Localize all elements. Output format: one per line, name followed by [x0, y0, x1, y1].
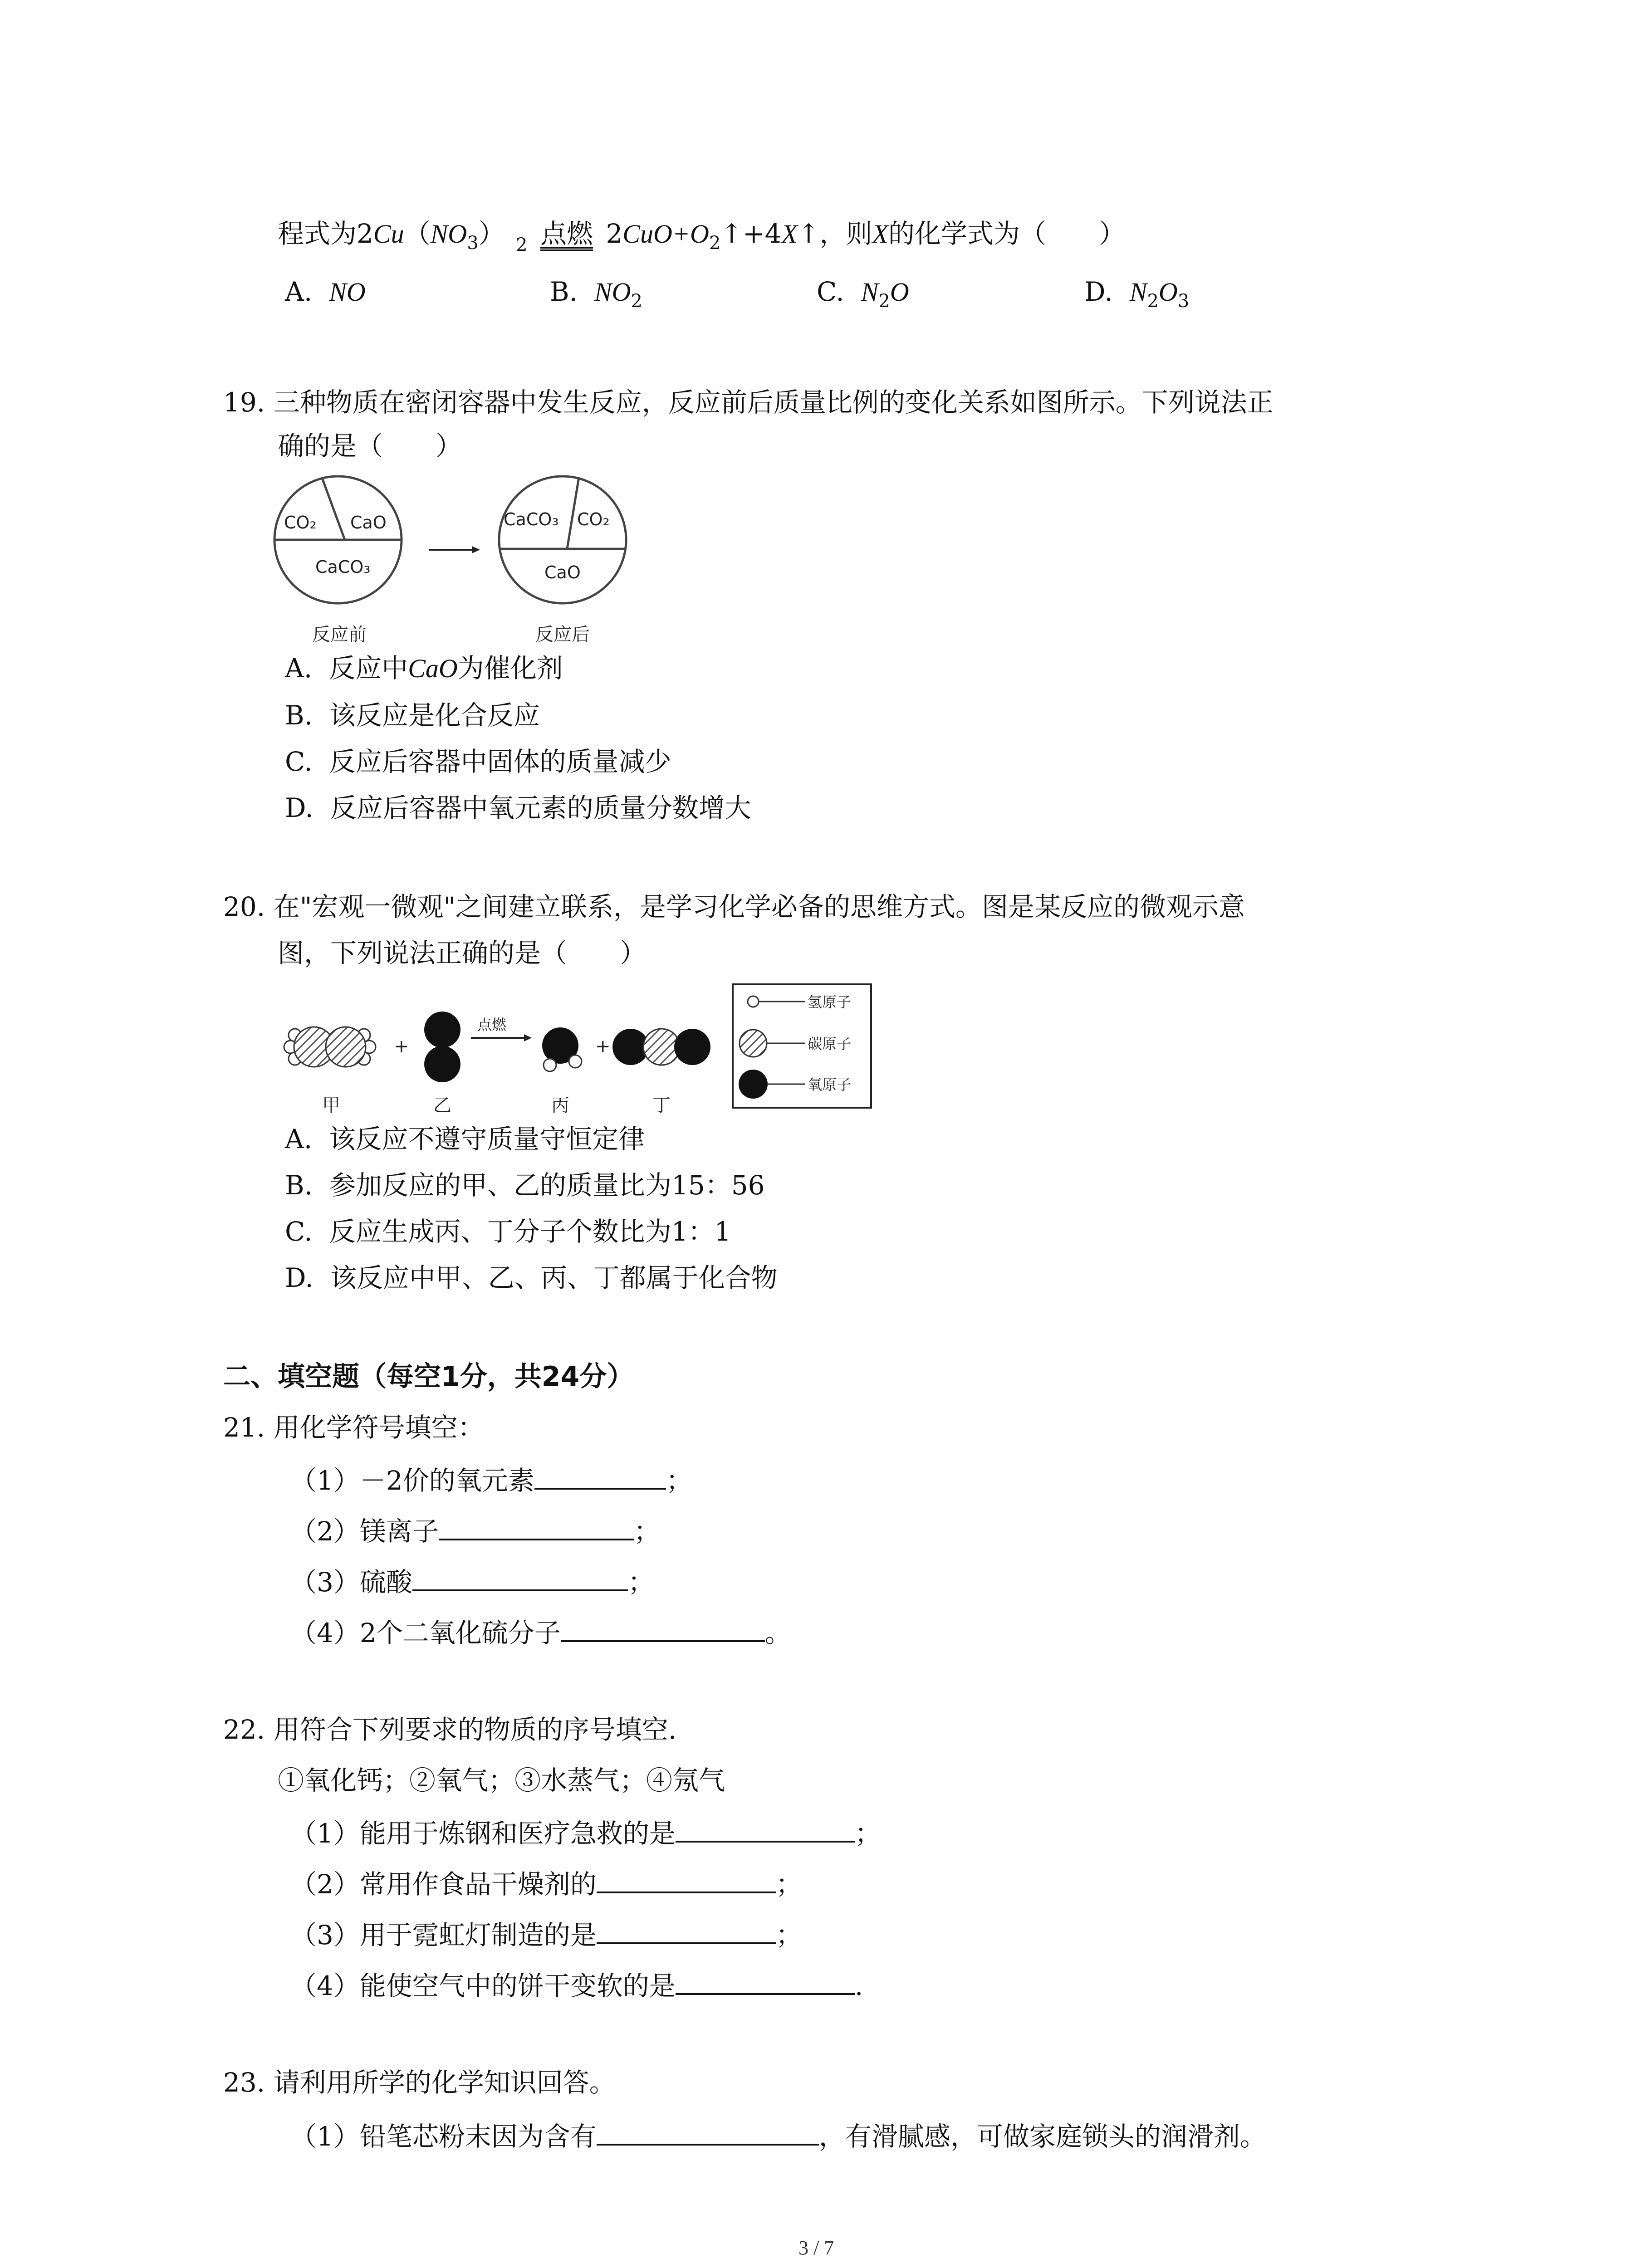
after-cao-label: CaO — [544, 562, 581, 582]
answer-blank[interactable] — [597, 1916, 776, 1944]
q21-item-1: （1）－2价的氧元素 ； — [290, 1461, 692, 1497]
q22-item-1: （1）能用于炼钢和医疗急救的是 ； — [290, 1814, 881, 1850]
answer-blank[interactable] — [412, 1563, 628, 1591]
molecule-jia — [284, 1027, 376, 1067]
q20-option-c[interactable]: C. 反应生成丙、丁分子个数比为1：1 — [285, 1216, 731, 1247]
page-number: 3 / 7 — [798, 2237, 834, 2259]
svg-text:+: + — [394, 1036, 409, 1057]
q22-item-4: （4）能使空气中的饼干变软的是 . — [290, 1967, 863, 2003]
molecule-bing — [542, 1027, 582, 1071]
q22-item-3: （3）用于霓虹灯制造的是 ； — [290, 1916, 802, 1952]
q20-molecule-diagram — [281, 984, 907, 1120]
before-caption: 反应前 — [312, 624, 367, 645]
answer-blank[interactable] — [561, 1614, 765, 1642]
section-heading: 二、填空题（每空1分，共24分） — [223, 1361, 634, 1393]
q19-option-d[interactable]: D. 反应后容器中氧元素的质量分数增大 — [285, 792, 751, 823]
atom-legend — [733, 984, 871, 1108]
label-yi: 乙 — [433, 1095, 451, 1116]
q20-stem-line2: 图，下列说法正确的是（ ） — [278, 938, 647, 968]
answer-blank[interactable] — [676, 1967, 855, 1995]
q18-option-c[interactable]: C. $N_2O$ — [817, 276, 909, 312]
svg-text:+: + — [595, 1036, 611, 1057]
q19-pie-diagram — [272, 472, 681, 644]
legend-hydrogen: 氢原子 — [808, 993, 852, 1011]
before-cao-label: CaO — [350, 513, 387, 533]
legend-carbon: 碳原子 — [808, 1035, 852, 1052]
q18-stem: 程式为$2Cu(NO_3)$ $_2$ 点燃 $2CuO+O_2↑+4X↑$，则X的化学式为（ ） — [278, 218, 1126, 255]
answer-blank[interactable] — [534, 1461, 666, 1490]
q18-option-d[interactable]: D. $N_2O_3$ — [1084, 276, 1190, 312]
answer-blank[interactable] — [676, 1814, 855, 1843]
q19-stem-line2: 确的是（ ） — [278, 430, 462, 461]
q20-option-b[interactable]: B. 参加反应的甲、乙的质量比为15：56 — [285, 1170, 765, 1201]
before-caco3-label: CaCO₃ — [315, 557, 371, 577]
q20-option-a[interactable]: A. 该反应不遵守质量守恒定律 — [285, 1124, 645, 1154]
q22-item-2: （2）常用作食品干燥剂的 ； — [290, 1865, 802, 1901]
after-co2-label: CO₂ — [577, 509, 610, 529]
q19-option-b[interactable]: B. 该反应是化合反应 — [285, 700, 540, 731]
q18-option-b[interactable]: B. $NO_2$ — [550, 276, 642, 312]
q19-option-c[interactable]: C. 反应后容器中固体的质量减少 — [285, 746, 671, 777]
q19-stem-line1: 19. 三种物质在密闭容器中发生反应，反应前后质量比例的变化关系如图所示。下列说法正 — [223, 387, 1274, 418]
before-co2-label: CO₂ — [284, 513, 317, 533]
q21-item-3: （3）硫酸 ； — [290, 1563, 654, 1599]
label-bing: 丙 — [551, 1095, 569, 1116]
answer-blank[interactable] — [439, 1512, 634, 1540]
reaction-condition: 点燃 — [540, 220, 593, 251]
answer-blank[interactable] — [597, 1865, 776, 1893]
q20-option-d[interactable]: D. 该反应中甲、乙、丙、丁都属于化合物 — [285, 1262, 778, 1293]
molecule-yi — [424, 1012, 460, 1082]
molecule-ding — [612, 1029, 710, 1065]
q21-stem: 21. 用化学符号填空： — [223, 1412, 484, 1443]
answer-blank[interactable] — [597, 2117, 819, 2146]
svg-text:点燃: 点燃 — [477, 1016, 507, 1033]
label-jia: 甲 — [322, 1095, 340, 1116]
q20-stem-line1: 20. 在"宏观一微观"之间建立联系，是学习化学必备的思维方式。图是某反应的微观示意 — [223, 891, 1245, 922]
q21-item-2: （2）镁离子 ； — [290, 1512, 660, 1548]
q23-item-1: （1）铅笔芯粉末因为含有 ，有滑腻感，可做家庭锁头的润滑剂。 — [290, 2117, 1266, 2153]
q22-stem: 22. 用符合下列要求的物质的序号填空. — [223, 1714, 677, 1745]
legend-oxygen: 氧原子 — [808, 1076, 852, 1093]
q21-item-4: （4）2个二氧化硫分子 。 — [290, 1614, 791, 1650]
q18-option-a[interactable]: A. NO — [285, 276, 366, 307]
q23-stem: 23. 请利用所学的化学知识回答。 — [223, 2067, 616, 2098]
after-caption: 反应后 — [535, 624, 590, 645]
after-caco3-label: CaCO₃ — [504, 509, 559, 529]
q22-choices: ①氧化钙；②氧气；③水蒸气；④氖气 — [278, 1765, 725, 1796]
q19-option-a[interactable]: A. 反应中CaO为催化剂 — [285, 653, 563, 684]
label-ding: 丁 — [652, 1095, 671, 1116]
